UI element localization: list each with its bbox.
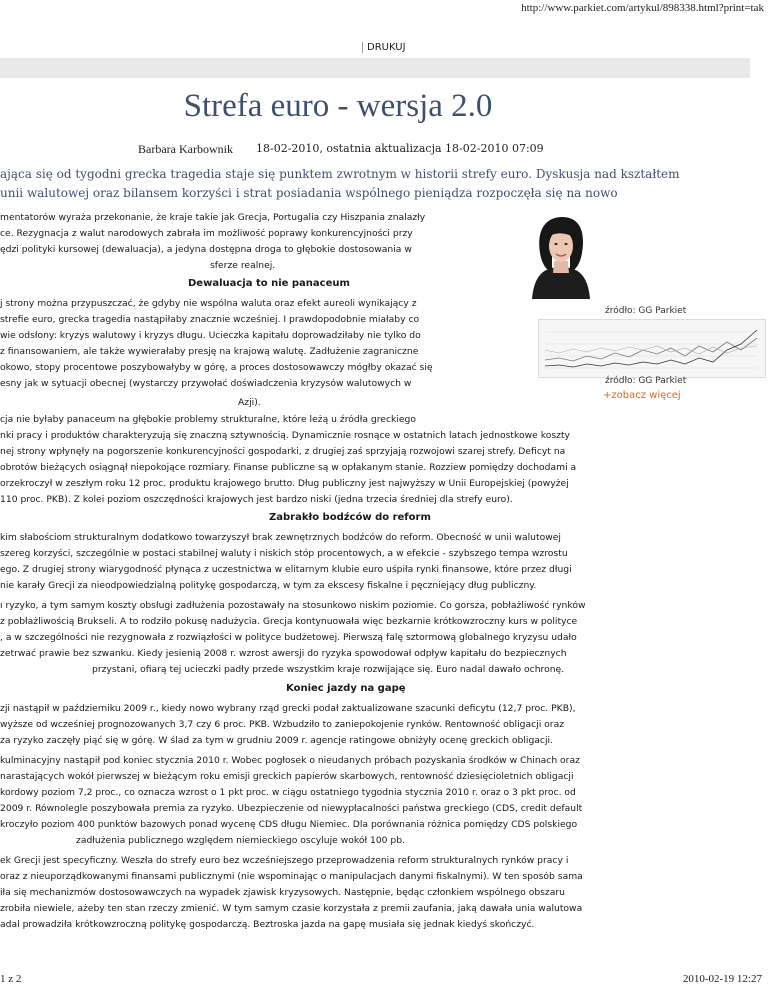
body-line: cja nie byłaby panaceum na głębokie problemy strukturalne, które leżą u źródła greckiego <box>0 414 416 425</box>
body-line: , a w szczególności nie rezygnowała z rozwiązłości w polityce budżetowej. Pierwszą falę sztormową globalnego kryzysu udało <box>0 632 577 643</box>
chart-thumbnail[interactable] <box>538 319 766 378</box>
article-lead <box>0 165 760 203</box>
body-line: ego. Z drugiej strony wiarygodność płynąca z uczestnictwa w elitarnym klubie euro uśpiła rynki finansowe, które przez długi <box>0 564 572 575</box>
body-line: zadłużenia publicznego względem niemieckiego oscyluje wokół 100 pb. <box>76 835 406 846</box>
article-title: Strefa euro - wersja 2.0 <box>183 88 493 124</box>
body-line: wyższe od wcześniej prognozowanych 3,7 czy 6 proc. PKB. Wzbudziło to zaniepokojenie rynków. Rentowność obligacji oraz <box>0 719 565 730</box>
page-counter: 1 z 2 <box>0 973 22 985</box>
body-line: j strony można przypuszczać, że gdyby nie wspólna waluta oraz efekt aureoli wynikający z <box>0 298 417 309</box>
see-more-link[interactable]: +zobacz więcej <box>603 390 681 401</box>
body-line: nki pracy i produktów charakteryzują się znaczną sztywnością. Dynamicznie rosnące w ostatnich latach jednostkowe koszty <box>0 430 570 441</box>
body-line: przystani, ofiarą tej ucieczki padły przede wszystkim kraje rozwijające się. Euro nadal dawało ochronę. <box>92 664 565 675</box>
body-line: strefie euro, grecka tragedia nastąpiłaby znacznie wcześniej. I prawdopodobnie miałaby co <box>0 314 420 325</box>
toolbar-bar <box>0 58 750 78</box>
section-heading: Zabrakło bodźców do reform <box>269 512 431 523</box>
body-line: esny jak w sytuacji obecnej (wystarczy przywołać doświadczenia kryzysów walutowych w <box>0 378 412 389</box>
body-line: nie karały Grecji za nieodpowiedzialną politykę gospodarczą, w tym za ekscesy fiskalne i pęczniejący dług publiczny. <box>0 580 537 591</box>
body-line: Azji). <box>238 397 261 408</box>
body-line: zji nastąpił w październiku 2009 r., kiedy nowo wybrany rząd grecki podał zaktualizowane szacunki deficytu (12,7 proc. PKB), <box>0 703 576 714</box>
author-photo-image <box>518 213 604 299</box>
photo-caption: źródło: GG Parkiet <box>605 306 687 316</box>
print-button[interactable]: DRUKUJ <box>362 42 406 53</box>
body-line: 110 proc. PKB). Z kolei poziom oszczędności krajowych jest bardzo niski (jedna trzecia średniej dla strefy euro). <box>0 494 513 505</box>
body-line: kordowy poziom 7,2 proc., co oznacza wzrost o 1 pkt proc. w ciągu ostatniego tygodnia stycznia 2010 r. oraz o 3 pkt proc. od <box>0 787 576 798</box>
body-line: kim słabościom strukturalnym dodatkowo towarzyszył brak zewnętrznych bodźców do reform. Obecność w unii walutowej <box>0 532 561 543</box>
article-author: Barbara Karbownik <box>138 142 233 156</box>
body-line: zrobiła niewiele, ażeby ten stan rzeczy zmienić. W tym samym czasie korzystała z premii zaufania, jaką dawała unia walutowa <box>0 903 583 914</box>
body-line: ce. Rezygnacja z walut narodowych zabrała im możliwość poprawy konkurencyjności przy <box>0 228 413 239</box>
body-line: za ryzyko zaczęły piąć się w górę. W ślad za tym w grudniu 2009 r. agencje ratingowe obniżyły ocenę greckich obligacji. <box>0 735 553 746</box>
body-line: narastających wokół pierwszej w bieżącym roku emisji greckich papierów skarbowych, rentowność dziesięcioletnich obligacji <box>0 771 574 782</box>
author-photo[interactable] <box>518 213 604 299</box>
body-line: sferze realnej. <box>210 260 276 271</box>
body-line: z pobłażliwością Brukseli. A to rodziło pokusę nadużycia. Grecja kontynuowała więc bezkarnie krótkowzroczny kurs w polityce <box>0 616 578 627</box>
body-line: szereg korzyści, szczególnie w postaci stabilnej waluty i niskich stóp procentowych, a w efekcie - szybszego tempa wzrostu <box>0 548 568 559</box>
body-line: zetrwać prawie bez szwanku. Kiedy jesienią 2008 r. wzrost awersji do ryzyka spowodował odpływ kapitału do bezpiecznych <box>0 648 567 659</box>
chart-thumbnail-image <box>539 320 765 377</box>
body-line: obrotów bieżących osiągnął niepokojące rozmiary. Finanse publiczne są w opłakanym stanie. Rozziew pomiędzy dochodami a <box>0 462 577 473</box>
body-line: 2009 r. Równolegle poszybowała premia za ryzyko. Ubezpieczenie od niewypłacalności państwa greckiego (CDS, credit default <box>0 803 583 814</box>
print-timestamp: 2010-02-19 12:27 <box>682 973 762 985</box>
body-line: kulminacyjny nastąpił pod koniec stycznia 2010 r. Wobec pogłosek o nieudanych próbach pozyskania środków w Chinach oraz <box>0 755 580 766</box>
body-line: wie odsłony: kryzys walutowy i kryzys długu. Ucieczka kapitału doprowadziłaby nie tylko do <box>0 330 421 341</box>
body-line: nej strony wpłynęły na pogorszenie konkurencyjności gospodarki, z drugiej zaś sprzyjają rozwojowi szarej strefy. Deficyt na <box>0 446 566 457</box>
body-line: ı ryzyko, a tym samym koszty obsługi zadłużenia pozostawały na stosunkowo niskim poziomie. Co gorsza, pobłażliwość rynków <box>0 600 586 611</box>
body-line: orzekroczył w zeszłym roku 12 proc. produktu krajowego brutto. Dług publiczny jest najwyższy w Unii Europejskiej (powyżej <box>0 478 569 489</box>
body-line: oraz z nieuporządkowanymi finansami publicznymi (nie wspominając o manipulacjach danymi fiskalnymi). W ten sposób sama <box>0 871 583 882</box>
body-line: kroczyło poziom 400 punktów bazowych ponad wycenę CDS długu Niemiec. Dla porównania różnica pomiędzy CDS polskiego <box>0 819 578 830</box>
body-line: ędzi polityki kursowej (dewaluacja), a jedyna dostępna droga to głębokie dostosowania w <box>0 244 412 255</box>
page-url: http://www.parkiet.com/artykul/898338.html?print=tak <box>521 2 764 14</box>
body-line: ek Grecji jest specyficzny. Weszła do strefy euro bez wcześniejszego przeprowadzenia reform strukturalnych rynków pracy i <box>0 855 569 866</box>
body-line: z finansowaniem, ale także wywierałaby presję na krajową walutę. Zadłużenie zagraniczne <box>0 346 419 357</box>
article-date: 18-02-2010, ostatnia aktualizacja 18-02-2010 07:09 <box>256 142 544 155</box>
section-heading: Koniec jazdy na gapę <box>286 683 406 694</box>
lead-line: ająca się od tygodni grecka tragedia staje się punktem zwrotnym w historii strefy euro. Dyskusja nad kształtem <box>0 167 680 181</box>
chart-caption: źródło: GG Parkiet <box>605 376 687 386</box>
body-line: iła się mechanizmów dostosowawczych na wypadek zjawisk kryzysowych. Następnie, będąc członkiem wspólnego obszaru <box>0 887 565 898</box>
section-heading: Dewaluacja to nie panaceum <box>188 278 350 289</box>
lead-line: unii walutowej oraz bilansem korzyści i strat posiadania wspólnego pieniądza rozpoczęła się na nowo <box>0 186 618 200</box>
body-line: mentatorów wyraża przekonanie, że kraje takie jak Grecja, Portugalia czy Hiszpania znalazły <box>0 212 426 223</box>
body-line: adal prowadziła krótkowzroczną politykę gospodarczą. Beztroska jazda na gapę musiała się jednak kiedyś skończyć. <box>0 919 535 930</box>
body-line: okowo, stopy procentowe poszybowałyby w górę, a proces dostosowawczy mógłby okazać się <box>0 362 433 373</box>
